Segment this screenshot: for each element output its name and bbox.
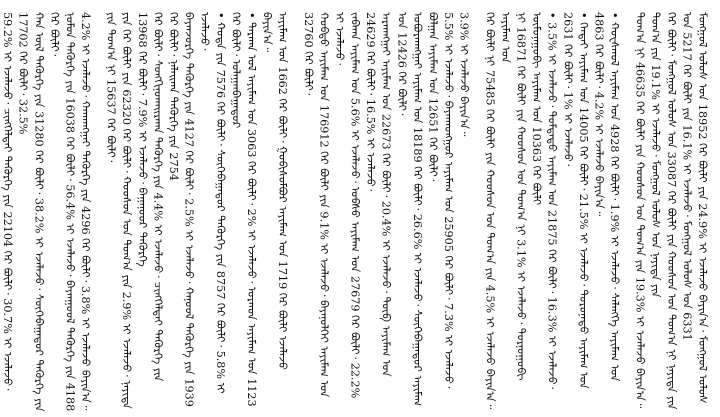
text-line: ᠵᠠᠪᠬᠠᠨ ᠠᠶᠢᠮᠠᠭ ᠤᠨ 5.6% ᠢ ᠡᠵᠡᠯᠡᠵᠦ᠂ ᠤᠪᠰᠤ ᠠᠶᠢᠮᠠᠭ ᠤᠨ 27679 ᠭᠡᠷ ᠪᠦᠯᠢ᠂ 22.2% ᠢ ᠡᠵᠡᠯᠡᠵᠦ᠂ <box>332 12 362 399</box>
text-line: 59.2% ᠢ ᠡᠵᠡᠯᠡᠵᠦ᠂ ᠴᠢᠩᠭᠡᠯᠲᠡᠢ ᠳᠡᠭᠦᠷᠭᠡ ᠶᠢᠨ 22104 ᠭᠡᠷ ᠪᠦᠯᠢ᠂ 30.7% ᠢ ᠡᠵᠡᠯᠡᠵᠦ᠂ <box>1 12 15 391</box>
text-line: ᠭᠡᠷ ᠪᠦᠯᠢ᠂ ᠮᠣᠩᠭᠣᠯ ᠤᠯᠤᠰ ᠤᠨ 33087 ᠭᠡᠷ ᠪᠦᠯᠢ ᠶᠢᠨ ᠬᠣᠣᠰᠣᠨ ᠤᠨ ᠲᠣᠭ᠎ᠠ ᠨᠢ ᠨᠡᠶᠢᠲᠡ ᠶᠢᠨ ᠲᠣᠭ᠎ᠠ ᠶᠢᠨ 19.1% ᠢ ᠡᠵᠡᠯᠡᠵᠦ᠂ ᠮᠣᠩᠭᠣᠯ ᠤᠯᠤᠰ ᠤᠨ ᠨᠡᠶᠢᠲᠡ ᠶᠢᠨ <box>649 12 678 410</box>
text-line: ᠠᠷᠬᠠᠩᠭᠠᠢ ᠠᠶᠢᠮᠠᠭ ᠤᠨ 22673 ᠭᠡᠷ ᠪᠦᠯᠢ᠂ 20.4% ᠢ ᠡᠵᠡᠯᠡᠵᠦ᠂ ᠲᠥᠪ ᠠᠶᠢᠮᠠᠭ ᠤᠨ 24629 ᠭᠡᠷ ᠪᠦᠯᠢ᠂ 16.5% ᠢ ᠡᠵᠡᠯᠡᠵᠦ᠂ <box>364 12 393 377</box>
text-line: ᠨᠣᠮᠤᠨ ᠳᠡᠭᠦᠷᠭᠡ ᠶᠢᠨ 16038 ᠭᠡᠷ ᠪᠦᠯᠢ᠂ 56.4% ᠢ ᠡᠵᠡᠯᠡᠵᠦ᠂ ᠪᠠᠶᠠᠨᠭᠣᠣᠯ ᠳᠡᠭᠦᠷᠭᠡ ᠶᠢᠨ 4188 ᠭᠡᠷ ᠪᠦᠯᠢ᠂ <box>47 12 77 412</box>
text-line: • ᠳᠠᠷᠬᠠᠨ ᠤᠯ ᠠᠶᠢᠮᠠᠭ ᠤᠨ 3063 ᠭᠡᠷ ᠪᠦᠯᠢ᠂ 2% ᠢ ᠡᠵᠡᠯᠡᠵᠦ᠂ ᠣᠷᠬᠣᠨ ᠠᠶᠢᠮᠠᠭ ᠤᠨ 1123 ᠭᠡᠷ ᠪᠦᠯᠢ᠂ ᠤᠯᠠᠭᠠᠨᠪᠠᠭᠠᠲᠤᠷ <box>229 12 258 407</box>
text-line: • ᠬᠡᠨᠲᠡᠢ ᠠᠶᠢᠮᠠᠭ ᠤᠨ 14005 ᠭᠡᠷ ᠪᠦᠯᠢ᠂ 21.5% ᠢ ᠡᠵᠡᠯᠡᠵᠦ᠂ ᠳᠣᠷᠣᠨᠠᠲᠤ ᠠᠶᠢᠮᠠᠭ ᠤᠨ 2631 ᠭᠡᠷ ᠪᠦᠯᠢ᠂ 1% ᠢ ᠡᠵᠡᠯᠡᠵᠦ᠂ <box>561 12 590 389</box>
text-line: ᠲᠣᠭ᠎ᠠ ᠨᠢ 46635 ᠭᠡᠷ ᠪᠦᠯᠢ ᠶᠢᠨ ᠬᠣᠣᠰᠣᠨ ᠤᠨ ᠲᠣᠭ᠎ᠠ ᠶᠢᠨ 19.3% ᠢ ᠡᠵᠡᠯᠡᠵᠦ ᠪᠠᠶᠢᠨ᠎ᠠ᠃ <box>633 12 647 409</box>
text-line: ᠭᠡᠷ ᠪᠦᠯᠢ ᠨᠢ 75485 ᠭᠡᠷ ᠪᠦᠯᠢ ᠶᠢᠨ ᠬᠣᠣᠰᠣᠨ ᠤᠨ ᠲᠣᠭ᠎ᠠ ᠶᠢᠨ 4.5% ᠢ ᠡᠵᠡᠯᠡᠵᠦ ᠪᠠᠶᠢᠨ᠎ᠠ᠃ <box>483 12 497 410</box>
text-line: ᠶᠢᠨ ᠭᠡᠷ ᠪᠦᠯᠢ ᠶᠢᠨ 62320 ᠭᠡᠷ ᠪᠦᠯᠢ᠂ ᠬᠣᠣᠰᠣᠨ ᠤᠨ ᠲᠣᠭ᠎ᠠ ᠶᠢᠨ 2.9% ᠢ ᠡᠵᠡᠯᠡᠵᠦ᠂ ᠨᠡᠶᠢᠲᠡ ᠶᠢᠨ ᠲᠣᠭ᠎ᠠ ᠨᠢ 15637 ᠭᠡᠷ ᠪᠦᠯᠢ᠂ <box>104 12 134 409</box>
text-line: ᠣᠪᠣᠷᠬᠠᠩᠭᠠᠢ ᠠᠶᠢᠮᠠᠭ ᠤᠨ 18189 ᠭᠡᠷ ᠪᠦᠯᠢ᠂ 26.6% ᠢ ᠡᠵᠡᠯᠡᠵᠦ᠂ ᠰᠦᠬᠡᠪᠠᠭᠠᠲᠤᠷ ᠠᠶᠢᠮᠠᠭ ᠤᠨ 12426 ᠭᠡᠷ ᠪᠦᠯᠢ᠂ <box>395 12 424 407</box>
text-line: 4.2% ᠢ ᠡᠵᠡᠯᠡᠵᠦ᠂ ᠬᠠᠨᠬᠠᠩᠭᠠᠢ ᠳᠡᠭᠦᠷᠭᠡ ᠶᠢᠨ 4296 ᠭᠡᠷ ᠪᠦᠯᠢ᠂ 3.8% ᠢ ᠡᠵᠡᠯᠡᠵᠦ ᠪᠠᠶᠢᠨ᠎ᠠ᠃ <box>79 12 93 411</box>
text-line: • 3.5% ᠢ ᠡᠵᠡᠯᠡᠵᠦ᠂ ᠳᠤᠮᠳᠠᠳᠤ ᠠᠶᠢᠮᠠᠭ ᠤᠨ 21875 ᠭᠡᠷ ᠪᠦᠯᠢ᠂ 16.3% ᠢ ᠡᠵᠡᠯᠡᠵᠦ᠂ ᠦᠮᠦᠨᠡᠭᠣᠪᠢ ᠠᠶᠢᠮᠠᠭ ᠤᠨ 10363 ᠭᠡᠷ ᠪᠦᠯᠢ <box>530 12 559 390</box>
text-line: ᠬᠣᠪᠳᠣ ᠠᠶᠢᠮᠠᠭ ᠤᠨ 176912 ᠭᠡᠷ ᠪᠦᠯᠢ ᠶᠢᠨ 9.1% ᠢ ᠡᠵᠡᠯᠡᠵᠦ᠂ ᠪᠠᠶᠠᠨᠥᠯᠭᠡᠢ ᠠᠶᠢᠮᠠᠭ ᠤᠨ 32760 ᠭᠡᠷ ᠪᠦᠯᠢ᠂ <box>301 12 331 398</box>
text-line: ᠬᠠᠨ ᠦᠯ ᠳᠡᠭᠦᠷᠭᠡ ᠶᠢᠨ 31280 ᠭᠡᠷ ᠪᠦᠯᠢ᠂ 38.2% ᠢ ᠡᠵᠡᠯᠡᠵᠦ᠂ ᠰᠦᠬᠡᠪᠠᠭᠠᠲᠤᠷ ᠳᠡᠭᠦᠷᠭᠡ ᠶᠢᠨ 17702 ᠭᠡᠷ ᠪᠦᠯᠢ᠂ 32.5% <box>16 12 46 412</box>
text-line: ᠭᠡᠷ ᠪᠦᠯᠢ᠂ ᠰᠣᠩᠭᠢᠨᠣᠬᠠᠢᠷᠬᠠᠨ ᠳᠡᠭᠦᠷᠭᠡ ᠶᠢᠨ 4.4% ᠢ ᠡᠵᠡᠯᠡᠵᠦ᠂ ᠴᠢᠩᠭᠡᠯᠲᠡᠢ ᠳᠡᠭᠦᠷᠭᠡ ᠶᠢᠨ 13968 ᠭᠡᠷ ᠪᠦᠯᠢ᠂ 7.9% ᠢ ᠡᠵᠡᠯᠡᠵᠦ᠂ ᠪᠠᠭᠠᠨᠤᠤᠷ ᠳᠡᠭᠦᠷᠭᠡ <box>135 12 165 382</box>
text-line: 5.5% ᠢ ᠡᠵᠡᠯᠡᠵᠦ᠂ ᠪᠠᠶᠠᠨᠬᠣᠩᠭᠣᠷ ᠠᠶᠢᠮᠠᠭ ᠤᠨ 25905 ᠭᠡᠷ ᠪᠦᠯᠢ᠂ 7.3% ᠢ ᠡᠵᠡᠯᠡᠵᠦ᠂ ᠪᠣᠯᠭᠠᠨ ᠠᠶᠢᠮᠠᠭ ᠤᠨ 12651 ᠭᠡᠷ ᠪᠦᠯᠢ᠂ <box>426 12 456 389</box>
text-line: 3.9% ᠢ ᠡᠵᠡᠯᠡᠵᠦ ᠪᠠᠶᠢᠨ᠎ᠠ᠃ <box>457 12 471 137</box>
text-line: ᠪᠠᠶᠠᠨᠵᠦᠷᠬᠡ ᠳᠡᠭᠦᠷᠭᠡ ᠶᠢᠨ 4127 ᠭᠡᠷ ᠪᠦᠯᠢ᠂ 2.5% ᠢ ᠡᠵᠡᠯᠡᠵᠦ᠂ ᠬᠠᠨᠤᠤᠯ ᠳᠡᠭᠦᠷᠭᠡ ᠶᠢᠨ 1939 ᠭᠡᠷ ᠪᠦᠯᠢ᠂ ᠨᠠᠯᠠᠢᠬᠠ ᠳᠡᠭᠦᠷᠭᠡ ᠶᠢᠨ 2754 <box>167 12 196 407</box>
text-line: • ᠬᠣᠸᠰᠭᠣᠯ ᠠᠶᠢᠮᠠᠭ ᠤᠨ 4928 ᠭᠡᠷ ᠪᠦᠯᠢ᠂ 1.9% ᠢ ᠡᠵᠡᠯᠡᠵᠦ᠂ ᠰᠡᠯᠡᠩᠭᠡ ᠠᠶᠢᠮᠠᠭ ᠤᠨ 4863 ᠭᠡᠷ ᠪᠦᠯᠢ᠂ 4.2% ᠢ ᠡᠵᠡᠯᠡᠵᠦ ᠪᠠᠶᠢᠨ᠎ᠠ᠃ <box>592 12 622 382</box>
text-line: • ᠬᠣᠲᠠ ᠶᠢᠨ 7576 ᠭᠡᠷ ᠪᠦᠯᠢ᠂ ᠰᠦᠬᠡᠪᠠᠭᠠᠲᠤᠷ ᠳᠡᠭᠦᠷᠭᠡ ᠶᠢᠨ 8757 ᠭᠡᠷ ᠪᠦᠯᠢ᠂ 5.8% ᠢ ᠡᠵᠡᠯᠡᠵᠦ᠂ <box>198 12 227 394</box>
text-line: ᠮᠣᠩᠭᠣᠯ ᠤᠯᠤᠰ ᠤᠨ 18952 ᠭᠡᠷ ᠪᠦᠯᠢ ᠶᠢᠨ 24.9% ᠢ ᠡᠵᠡᠯᠡᠵᠦ ᠪᠠᠶᠢᠨ᠎ᠠ᠂ ᠮᠣᠩᠭᠣᠯ ᠤᠯᠤᠰ ᠤᠨ 5217 ᠭᠡᠷ ᠪᠦᠯᠢ ᠶᠢᠨ 16.1% ᠢ ᠡᠵᠡᠯᠡᠵᠦ᠂ ᠮᠣᠩᠭᠣᠯ ᠤᠯᠤᠰ ᠤᠨ 6331 <box>680 12 709 404</box>
text-line: ᠠᠶᠢᠮᠠᠭ ᠤᠨ 1662 ᠭᠡᠷ ᠪᠦᠯᠢ᠂ ᠭᠣᠪᠢᠰᠦᠮᠪᠦᠷ ᠠᠶᠢᠮᠠᠭ ᠤᠨ 1719 ᠭᠡᠷ ᠪᠦᠯᠢ ᠡᠵᠡᠯᠡᠵᠦ ᠪᠠᠶᠢᠨ᠎ᠠ᠃ <box>260 12 290 370</box>
text-line: ᠨᠢ 16871 ᠭᠡᠷ ᠪᠦᠯᠢ ᠶᠢᠨ ᠬᠣᠣᠰᠣᠨ ᠤᠨ ᠲᠣᠭ᠎ᠠ ᠨᠢ 3.1% ᠢ ᠡᠵᠡᠯᠡᠵᠦ᠂ ᠳᠣᠷᠨᠤᠭᠣᠪᠢ ᠠᠶᠢᠮᠠᠭ ᠤᠨ <box>498 12 528 381</box>
